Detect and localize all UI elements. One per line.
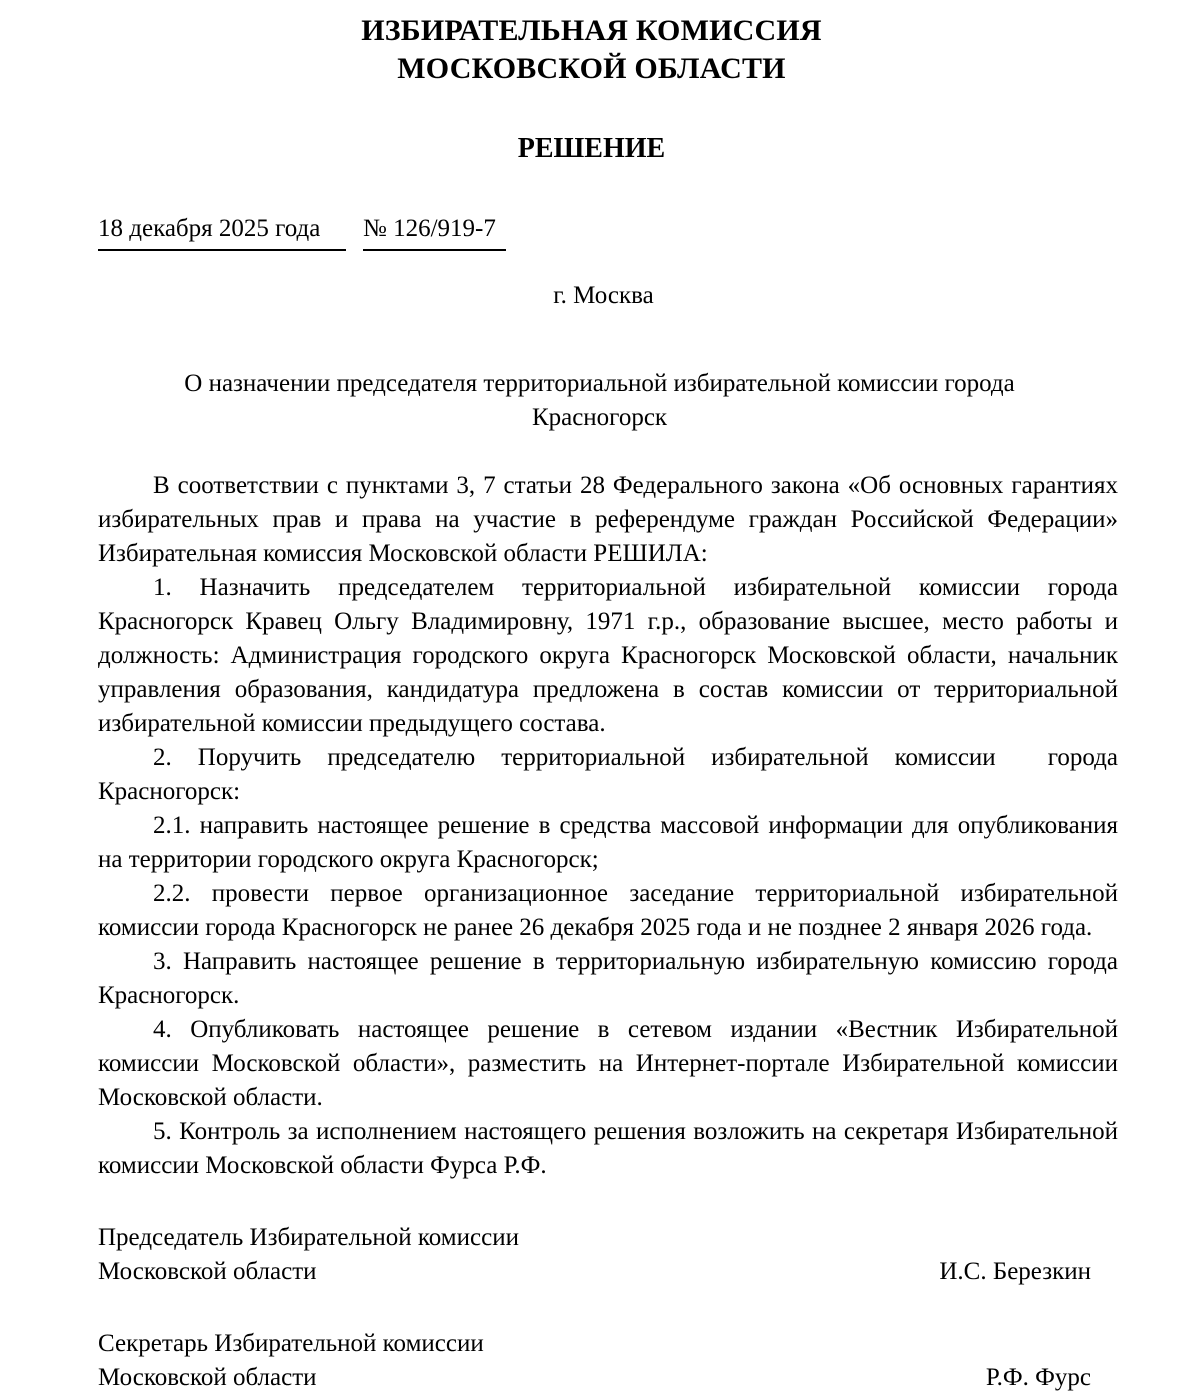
document-date: 18 декабря 2025 года	[98, 214, 346, 251]
paragraph-item-2-1: 2.1. направить настоящее решение в средства массовой информации для опубликования на территории городского округа Красногорск;	[98, 812, 1125, 873]
organization-name-line-1: ИЗБИРАТЕЛЬНАЯ КОМИССИЯ	[361, 14, 822, 47]
document-type-title: РЕШЕНИЕ	[517, 133, 666, 164]
signature-secretary	[98, 1327, 1091, 1395]
signature-secretary-row	[98, 1361, 1091, 1395]
paragraph-preamble: В соответствии с пунктами 3, 7 статьи 28 Федерального закона «Об основных гарантиях избирательных прав и права на участие в референдуме граждан Российской Федерации» Избирательная комиссия Московской области РЕШИЛА:	[98, 472, 1125, 567]
paragraph-item-4: 4. Опубликовать настоящее решение в сетевом издании «Вестник Избирательной комиссии Московской области», разместить на Интернет-портале Избирательной комиссии Московской области.	[98, 1016, 1125, 1111]
document-meta-row	[0, 214, 1199, 251]
organization-header	[0, 0, 1199, 88]
signature-chairman-role-line-2: Московской области	[98, 1258, 317, 1285]
paragraph-item-1: 1. Назначить председателем территориальной избирательной комиссии города Красногорск Кравец Ольгу Владимировну, 1971 г.р., образование высшее, место работы и должность: Администрация городского округа Красногорск Московской области, начальник управления образования, кандидатура предложена в состав комиссии от территориальной избирательной комиссии предыдущего состава.	[98, 574, 1125, 737]
document-number: № 126/919-7	[363, 214, 506, 251]
paragraph-item-3: 3. Направить настоящее решение в территориальную избирательную комиссию города Красногорск.	[98, 948, 1125, 1009]
paragraph-item-5: 5. Контроль за исполнением настоящего решения возложить на секретаря Избирательной комиссии Московской области Фурса Р.Ф.	[98, 1118, 1125, 1179]
signature-chairman-name: И.С. Березкин	[939, 1258, 1091, 1285]
signature-block	[0, 1221, 1199, 1395]
signature-secretary-name: Р.Ф. Фурс	[985, 1364, 1091, 1391]
paragraph-item-2: 2. Поручить председателю территориальной избирательной комиссии города Красногорск:	[98, 744, 1125, 805]
document-body	[0, 469, 1199, 1183]
signature-secretary-role-line-1: Секретарь Избирательной комиссии	[98, 1330, 484, 1357]
signature-chairman-role-line-1: Председатель Избирательной комиссии	[98, 1224, 519, 1251]
paragraph-item-2-2: 2.2. провести первое организационное заседание территориальной избирательной комиссии города Красногорск не ранее 26 декабря 2025 года и не позднее 2 января 2026 года.	[98, 880, 1125, 941]
signature-chairman-row	[98, 1255, 1091, 1289]
document-subject: О назначении председателя территориальной избирательной комиссии города Красногорск	[184, 370, 1015, 431]
document-city: г. Москва	[553, 282, 654, 309]
organization-name-line-2: МОСКОВСКОЙ ОБЛАСТИ	[397, 52, 786, 85]
signature-chairman	[98, 1221, 1091, 1289]
signature-secretary-role-line-2: Московской области	[98, 1364, 317, 1391]
